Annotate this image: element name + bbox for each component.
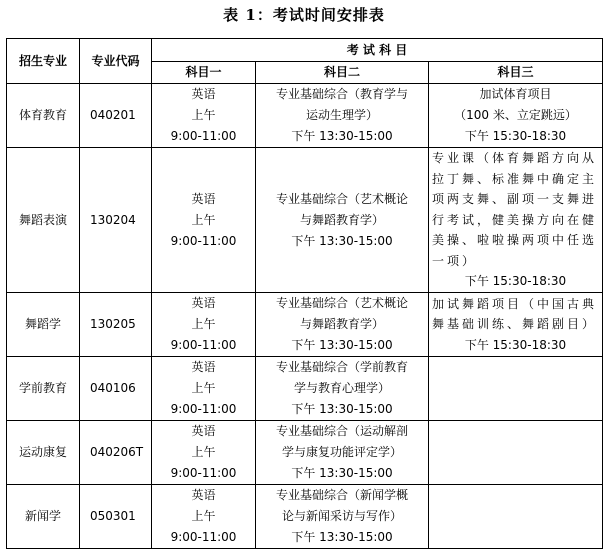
table-row xyxy=(7,84,603,148)
major-cell: 学前教育 xyxy=(7,357,80,421)
table-title: 表 1：考试时间安排表 xyxy=(223,6,385,24)
major-cell: 新闻学 xyxy=(7,485,80,549)
header-subject3: 科目三 xyxy=(429,62,603,84)
header-code: 专业代码 xyxy=(80,39,152,84)
code-cell: 040201 xyxy=(80,84,152,148)
table-row xyxy=(7,293,603,357)
header-row xyxy=(7,39,603,62)
subject1-cell: 英语 上午 9:00-11:00 xyxy=(152,148,256,293)
major-cell: 体育教育 xyxy=(7,84,80,148)
table-row xyxy=(7,357,603,421)
subject3-cell: 加试舞蹈项目（中国古典舞基础训练、舞蹈剧目） 下午 15:30-18:30 xyxy=(429,293,603,357)
subject2-cell: 专业基础综合（运动解剖 学与康复功能评定学） 下午 13:30-15:00 xyxy=(256,421,429,485)
header-subjects: 考 试 科 目 xyxy=(152,39,603,62)
subject2-cell: 专业基础综合（艺术概论 与舞蹈教育学） 下午 13:30-15:00 xyxy=(256,148,429,293)
major-cell: 运动康复 xyxy=(7,421,80,485)
code-cell: 050301 xyxy=(80,485,152,549)
table-row xyxy=(7,421,603,485)
code-cell: 040106 xyxy=(80,357,152,421)
subject2-cell: 专业基础综合（新闻学概 论与新闻采访与写作） 下午 13:30-15:00 xyxy=(256,485,429,549)
code-cell: 130204 xyxy=(80,148,152,293)
subject2-cell: 专业基础综合（艺术概论 与舞蹈教育学） 下午 13:30-15:00 xyxy=(256,293,429,357)
subject2-cell: 专业基础综合（学前教育 学与教育心理学） 下午 13:30-15:00 xyxy=(256,357,429,421)
subject2-cell: 专业基础综合（教育学与 运动生理学） 下午 13:30-15:00 xyxy=(256,84,429,148)
subject3-cell-empty xyxy=(429,421,603,485)
subject3-cell-empty xyxy=(429,357,603,421)
subject1-cell: 英语 上午 9:00-11:00 xyxy=(152,357,256,421)
table-row xyxy=(7,148,603,293)
subject1-cell: 英语 上午 9:00-11:00 xyxy=(152,84,256,148)
subject3-cell-empty xyxy=(429,485,603,549)
major-cell: 舞蹈表演 xyxy=(7,148,80,293)
exam-schedule-table xyxy=(6,38,603,549)
header-subject1: 科目一 xyxy=(152,62,256,84)
code-cell: 130205 xyxy=(80,293,152,357)
header-subject2: 科目二 xyxy=(256,62,429,84)
subject1-cell: 英语 上午 9:00-11:00 xyxy=(152,293,256,357)
subject3-cell: 专业课（体育舞蹈方向从拉丁舞、标准舞中确定主项两支舞、副项一支舞进行考试，健美操方向在健美操、啦啦操两项中任选一项） 下午 15:30-18:30 xyxy=(429,148,603,293)
header-major: 招生专业 xyxy=(7,39,80,84)
code-cell: 040206T xyxy=(80,421,152,485)
major-cell: 舞蹈学 xyxy=(7,293,80,357)
subject1-cell: 英语 上午 9:00-11:00 xyxy=(152,485,256,549)
subject1-cell: 英语 上午 9:00-11:00 xyxy=(152,421,256,485)
table-row xyxy=(7,485,603,549)
subject3-cell: 加试体育项目 （100 米、立定跳远） 下午 15:30-18:30 xyxy=(429,84,603,148)
